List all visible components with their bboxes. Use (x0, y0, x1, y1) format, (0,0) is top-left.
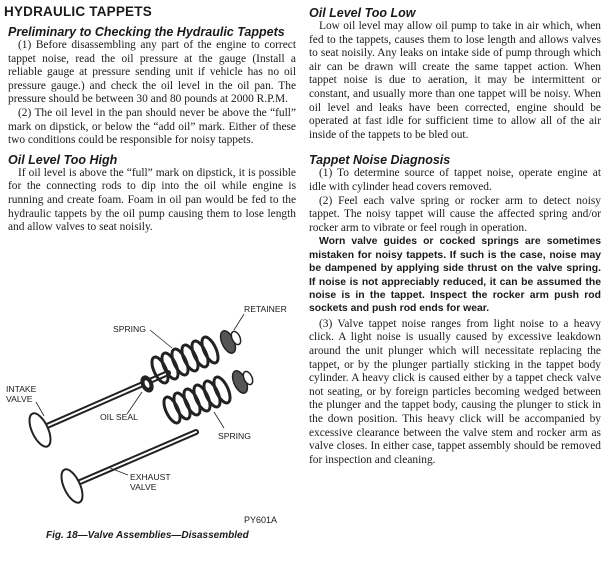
left-column (0, 0, 296, 235)
exhaust-valve-drawing (57, 432, 196, 506)
paragraph-worn-guides-bold: Worn valve guides or cocked springs are sometimes mistaken for noisy tappets. If such is the case, noise may be dampened by applying side thrust on the valve spring. If noise is not appreciably reduced, it can be assumed the noise is in the tappet. Inspect the rocker arm push rod sockets and push rod ends for wear. (309, 236, 601, 315)
paragraph-oil-too-high: If oil level is above the “full” mark on dipstick, it is possible for the connecting rods to dip into the oil while engine is running and create foam. Foam in oil pan would be fed to the hydraulic tappets by the oil pump causing them to lose length and allow valves to seat noisily. (8, 166, 296, 234)
label-exhaust-valve: EXHAUST VALVE (130, 472, 171, 492)
label-spring-right: SPRING (218, 431, 251, 441)
section-heading-oil-too-low: Oil Level Too Low (309, 6, 416, 20)
valve-assembly-illustration (0, 292, 300, 532)
paragraph-oil-pressure: (1) Before disassembling any part of the engine to correct tappet noise, read the oil pressure at the gauge (Install a reliable gauge at pressure sending unit if vehicle has no oil pressure gauge.) and check the oil level in the oil pan. The pressure should be between 30 and 80 pounds at 2000 R.P.M. (8, 39, 296, 106)
label-intake-valve: INTAKE VALVE (6, 384, 37, 404)
figure-caption: Fig. 18—Valve Assemblies—Disassembled (46, 530, 249, 541)
paragraph-oil-too-low: Low oil level may allow oil pump to take in air which, when fed to the tappets, causes them to lose length and allows valves to seat noisily. Any leaks on intake side of pump through which air can be drawn will create the same tappet action. When tappet noise is due to aeration, it may be intermittent or constant, and usually more than one tappet will be noisy. When oil level and leaks have been corrected, engine should be operated at fast idle for sufficient time to allow all of the air inside of the tappets to be bled out. (309, 20, 601, 141)
lower-retainer-drawing (229, 369, 254, 396)
lower-spring-drawing (161, 375, 234, 425)
paragraph-noise-range: (3) Valve tappet noise ranges from light noise to a heavy click. A light noise is usually caused by excessive leakdown around the unit plunger which will necessitate replacing the tappet, or by the plunger partially sticking in the tappet body cylinder. A heavy click is caused either by a tappet check valve not seating, or by foreign particles becoming wedged between the plunger and the tappet body, causing the plunger to stick in the down position. This heavy click will be accompanied by excessive clearance between the valve stem and rocker arm as valve closes. In either case, tappet assembly should be removed for inspection and cleaning. (309, 317, 601, 466)
right-column (309, 0, 601, 467)
paragraph-feel-spring: (2) Feel each valve spring or rocker arm to detect noisy tappet. The noisy tappet will cause the affected spring and/or rocker arm to vibrate or feel rough in operation. (309, 194, 601, 234)
paragraph-determine-source: (1) To determine source of tappet noise, operate engine at idle with cylinder head covers removed. (309, 167, 601, 193)
label-spring-top: SPRING (113, 324, 146, 334)
paragraph-oil-level: (2) The oil level in the pan should never be above the “full” mark on dipstick, or below the “add oil” mark. Either of these two conditions could be responsible for noisy tappets. (8, 106, 296, 147)
page-title: HYDRAULIC TAPPETS (4, 4, 152, 19)
section-heading-oil-too-high: Oil Level Too High (8, 152, 118, 167)
label-retainer: RETAINER (244, 304, 287, 314)
label-oil-seal: OIL SEAL (100, 412, 138, 422)
section-heading-preliminary: Preliminary to Checking the Hydraulic Tappets (8, 25, 285, 39)
retainer-drawing (217, 329, 242, 356)
figure-code: PY601A (244, 515, 278, 525)
section-heading-tappet-noise: Tappet Noise Diagnosis (309, 153, 451, 168)
